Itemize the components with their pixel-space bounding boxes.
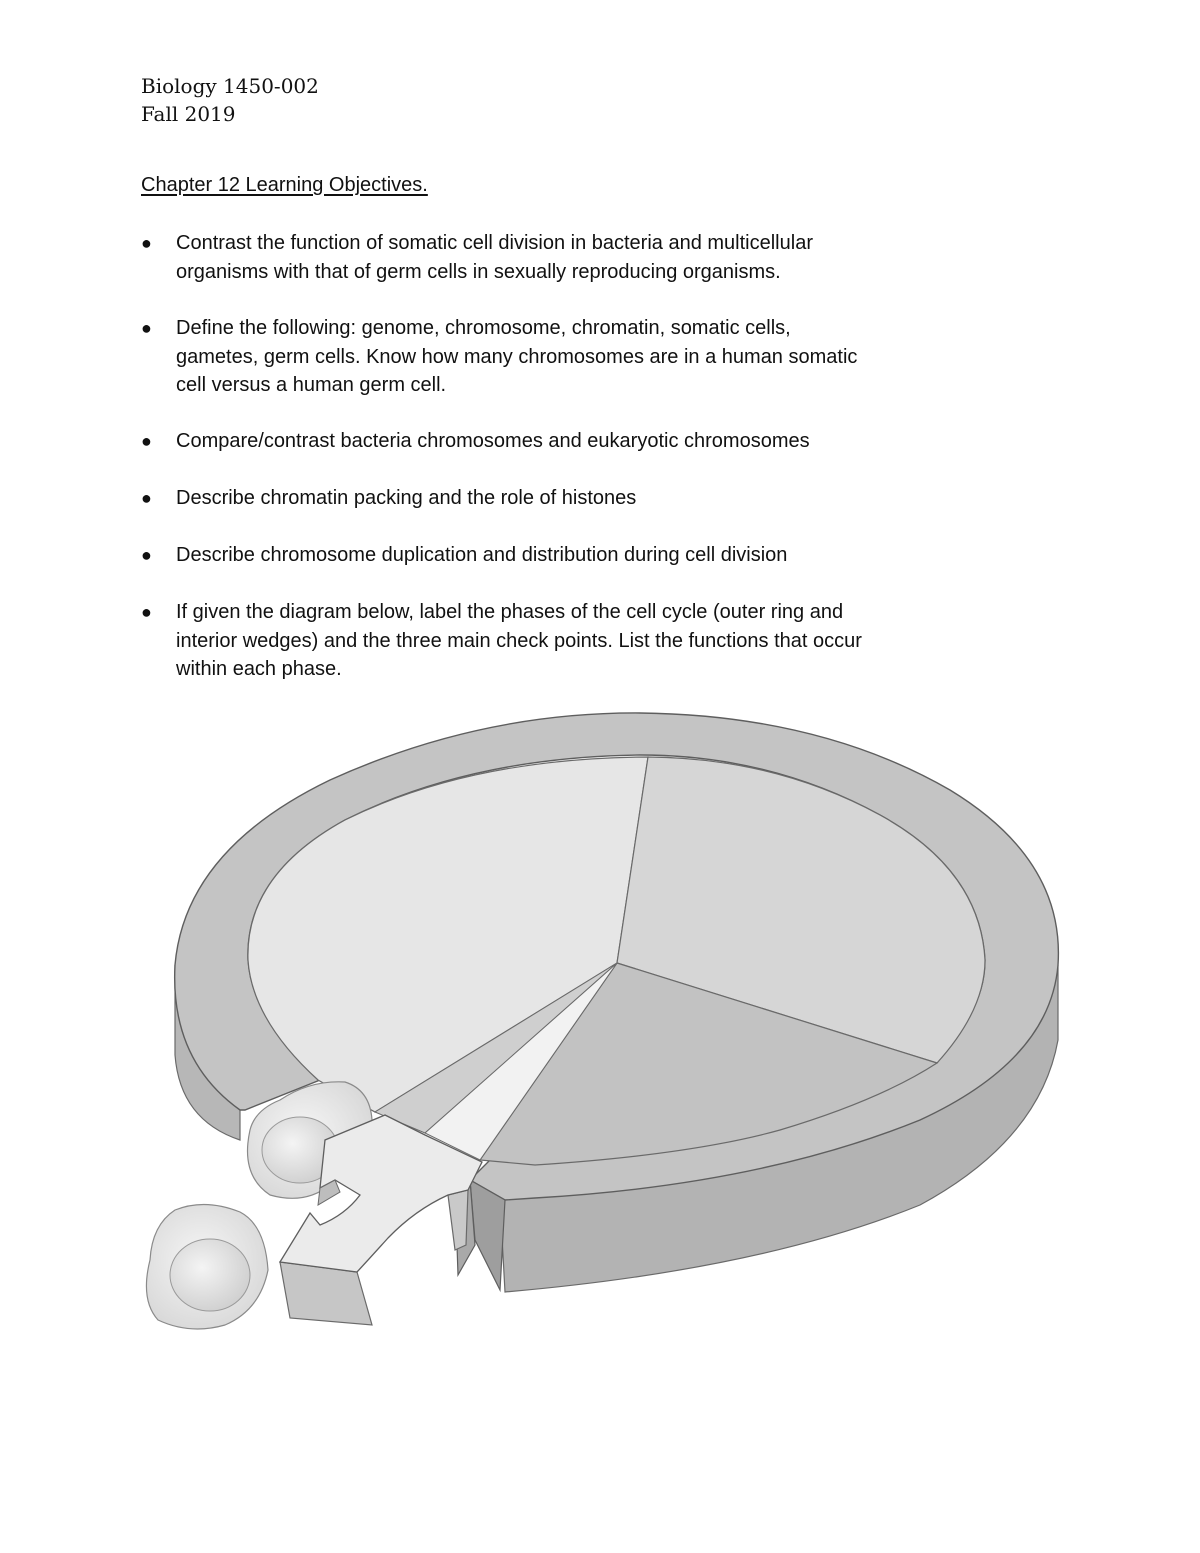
objective-text: If given the diagram below, label the phases of the cell cycle (outer ring and interior wedges) and the three main check points. List the functions that occur within each phase. [176, 601, 862, 680]
objective-text: Compare/contrast bacteria chromosomes and eukaryotic chromosomes [176, 430, 810, 452]
objective-text: Contrast the function of somatic cell division in bacteria and multicellular organisms with that of germ cells in sexually reproducing organisms. [176, 232, 813, 283]
objective-text: Describe chromosome duplication and distribution during cell division [176, 544, 788, 566]
bullet-icon: ● [141, 233, 152, 253]
bullet-icon: ● [141, 431, 152, 451]
bullet-icon: ● [141, 488, 152, 508]
bullet-icon: ● [141, 545, 152, 565]
bullet-icon: ● [141, 602, 152, 622]
objective-text: Describe chromatin packing and the role of histones [176, 487, 637, 509]
course-title: Biology 1450-002 [141, 74, 319, 98]
bullet-icon: ● [141, 318, 152, 338]
ring-notch [470, 1180, 505, 1290]
daughter-cell-bottom [146, 1204, 268, 1329]
term-label: Fall 2019 [141, 102, 236, 126]
objective-text: Define the following: genome, chromosome, chromatin, somatic cells, gametes, germ cells. Know how many chromosomes are in a human somatic cell versus a human germ cell. [176, 317, 858, 396]
section-heading: Chapter 12 Learning Objectives. [141, 174, 428, 196]
